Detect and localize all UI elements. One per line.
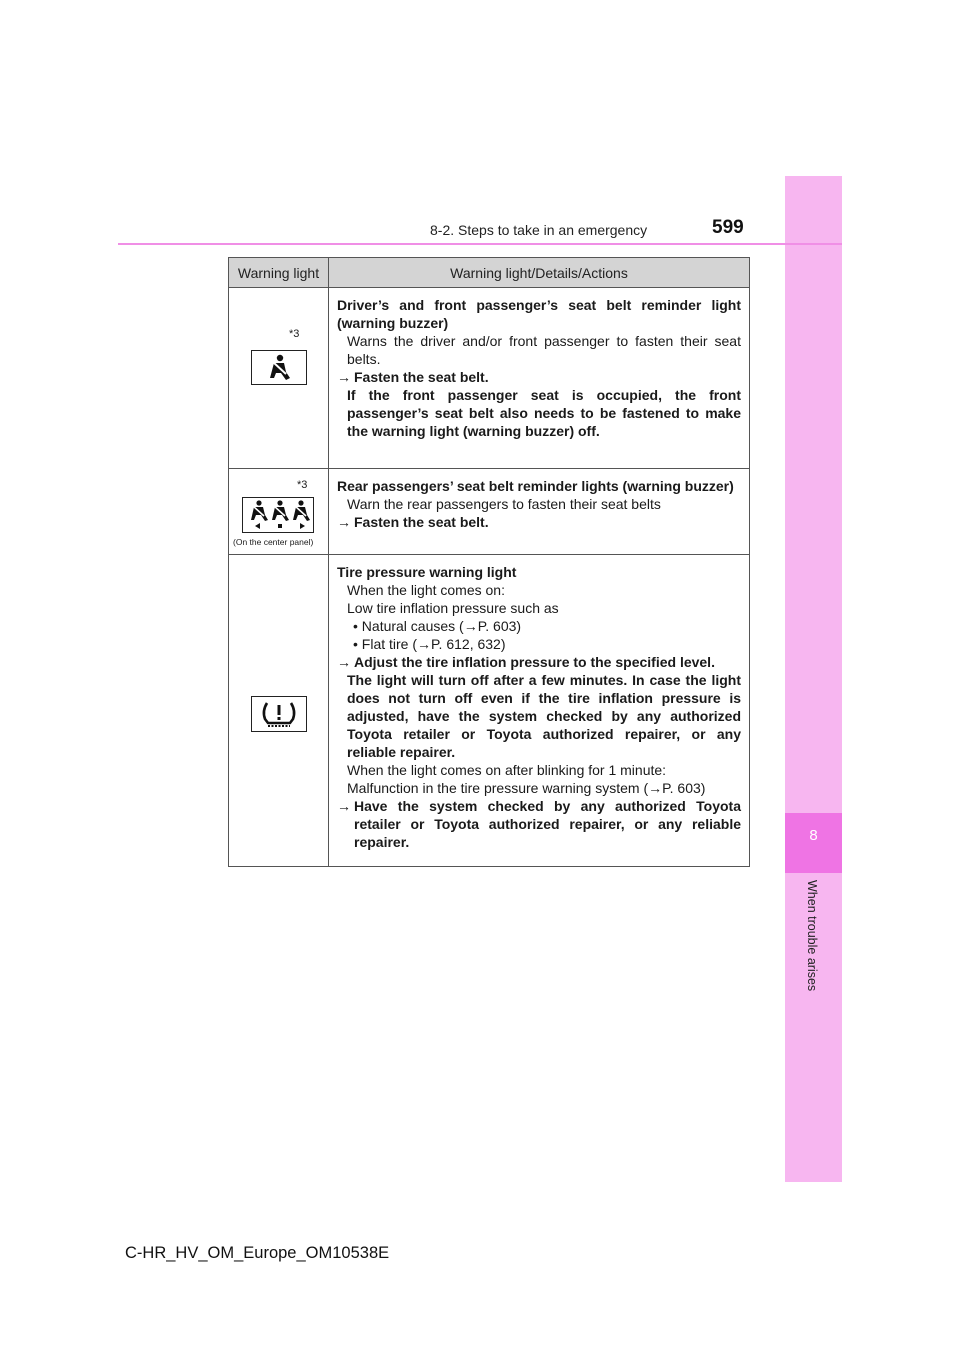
chapter-title: When trouble arises [805, 880, 819, 992]
action-text: Fasten the seat belt. [354, 514, 489, 530]
when-text: When the light comes on after blinking for 1 minute: [347, 762, 667, 778]
bullet-item: • Natural causes (→P. 603) [353, 618, 522, 634]
arrow-icon: → [337, 798, 351, 814]
arrow-icon: → [337, 369, 351, 385]
action-text: Fasten the seat belt. [354, 369, 489, 385]
light-title: Rear passengers’ seat belt reminder lights (warning buzzer) [337, 478, 734, 494]
column-header-warning-light: Warning light [229, 258, 329, 287]
when-text: When the light comes on: [347, 582, 505, 598]
action-detail: The light will turn off after a few minutes. In case the light does not turn off even if the tire inflation pressure is adjusted, have the system checked by any authorized Toyota retailer or Toyota authorized repairer, or any reliable repairer. [347, 672, 741, 760]
document-id: C-HR_HV_OM_Europe_OM10538E [125, 1244, 390, 1262]
light-description: Warn the rear passengers to fasten their seat belts [347, 496, 661, 512]
rear-seat-belt-icon [242, 497, 314, 533]
action-text: Have the system checked by any authorized Toyota retailer or Toyota authorized repairer, or any reliable repairer. [354, 798, 741, 850]
action-line [337, 513, 741, 531]
header-rule [118, 243, 842, 245]
column-header-details: Warning light/Details/Actions [450, 264, 628, 281]
table-row [229, 555, 749, 866]
action-line [337, 653, 741, 671]
action-line [337, 368, 741, 386]
chapter-number: 8 [809, 827, 818, 844]
seat-belt-icon [251, 350, 307, 385]
action-text: Adjust the tire inflation pressure to the specified level. [354, 654, 715, 670]
arrow-icon: → [337, 654, 351, 670]
details-cell [329, 288, 749, 468]
footnote-marker: *3 [289, 328, 300, 340]
light-description: Warns the driver and/or front passenger to fasten their seat belts. [347, 333, 741, 367]
table-row [229, 469, 749, 555]
section-title: 8-2. Steps to take in an emergency [430, 222, 648, 238]
action-detail: If the front passenger seat is occupied, the front passenger’s seat belt also needs to be fastened to make the warning light (warning buzzer) off. [347, 387, 741, 439]
cause-text: Low tire inflation pressure such as [347, 600, 559, 616]
details-cell [329, 555, 749, 866]
icon-cell [229, 288, 329, 468]
bullet-item: • Flat tire (→P. 612, 632) [353, 636, 506, 652]
footnote-marker: *3 [297, 479, 308, 491]
table-row [229, 288, 749, 469]
table-header [229, 258, 749, 288]
light-title: Tire pressure warning light [337, 564, 517, 580]
icon-cell [229, 469, 329, 554]
details-cell [329, 469, 749, 554]
action-line [337, 797, 741, 851]
light-title: Driver’s and front passenger’s seat belt reminder light (warning buzzer) [337, 297, 741, 331]
warning-light-table [228, 257, 750, 867]
icon-location-note: (On the center panel) [233, 537, 314, 547]
cause-text: Malfunction in the tire pressure warning system (→P. 603) [347, 780, 706, 796]
tire-pressure-icon [251, 696, 307, 732]
icon-cell [229, 555, 329, 866]
page-number: 599 [712, 217, 744, 238]
chapter-sidebar [785, 176, 842, 1182]
arrow-icon: → [337, 514, 351, 530]
